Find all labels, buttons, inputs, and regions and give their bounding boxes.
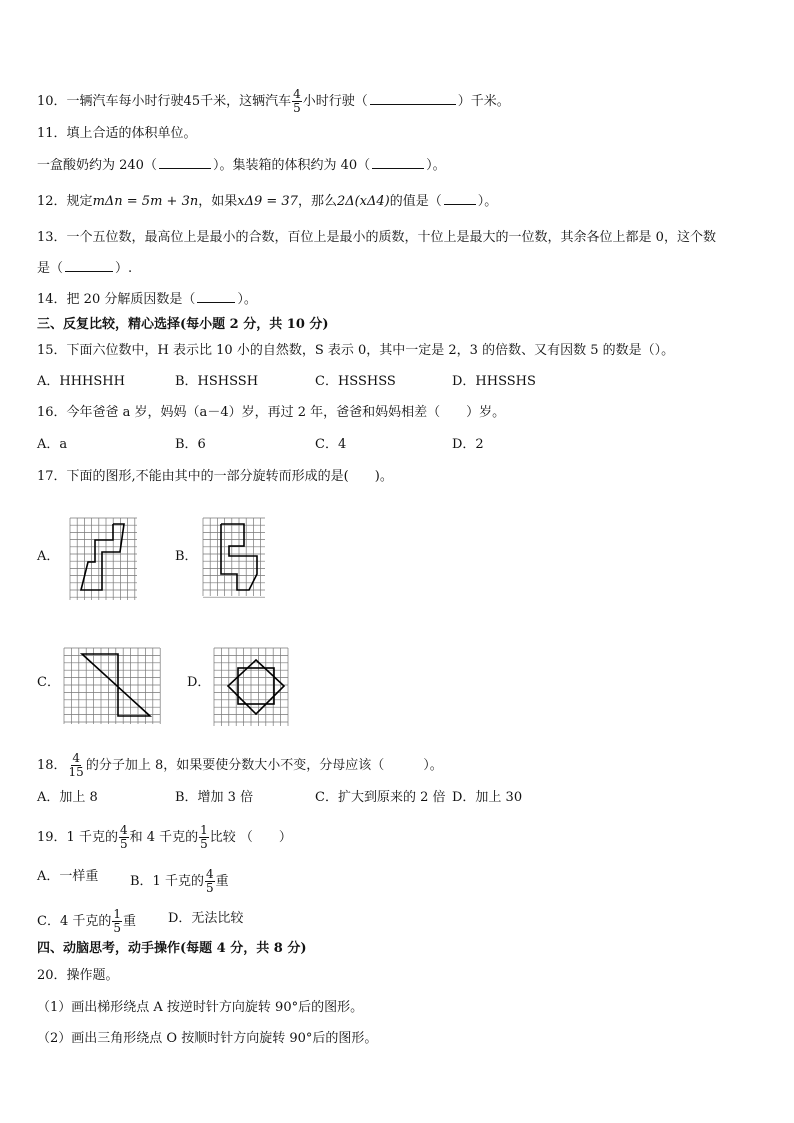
option-d[interactable]: D．无法比较 (168, 911, 244, 926)
question-number: 10． (37, 94, 67, 109)
question-13-line2: 是（ ）. (37, 261, 133, 276)
answer-blank[interactable] (372, 156, 424, 169)
option-c[interactable]: C．4 (315, 437, 347, 452)
question-19: 19．1 千克的 $\frac{4}{5}$ 和 4 千克的 $\frac{1}{5}$ 比较 （ ） (37, 823, 292, 851)
section-heading: 三、反复比较，精心选择(每小题 2 分，共 10 分) (37, 317, 329, 332)
option-b[interactable]: B．1 千克的 $\frac{4}{5}$ 重 (130, 867, 229, 895)
answer-blank[interactable] (65, 259, 113, 272)
question-13: 13．一个五位数，最高位上是最小的合数，百位上是最小的质数，十位上是最大的一位数，其余各位上都是 0，这个数 (37, 230, 716, 245)
question-11-line2: 一盒酸奶约为 240（ ）。集装箱的体积约为 40（ ）。 (37, 158, 446, 173)
option-a[interactable]: A．加上 8 (37, 790, 98, 805)
figure-label-c[interactable]: C． (37, 675, 60, 690)
answer-blank[interactable] (444, 192, 476, 205)
option-d[interactable]: D．HHSSHS (452, 374, 536, 389)
fraction: $\frac{1}{5}$ (113, 907, 121, 935)
formula: 2Δ(xΔ4) (336, 194, 390, 209)
question-16: 16．今年爸爸 a 岁，妈妈（a－4）岁，再过 2 年，爸爸和妈妈相差（ ）岁。 (37, 405, 506, 420)
option-c[interactable]: C．4 千克的 $\frac{1}{5}$ 重 (37, 907, 137, 935)
question-20-sub2: （2）画出三角形绕点 O 按顺时针方向旋转 90°后的图形。 (37, 1031, 378, 1046)
fraction: $\frac{1}{5}$ (200, 823, 208, 851)
option-a[interactable]: A．一样重 (37, 869, 99, 884)
option-b[interactable]: B．6 (175, 437, 206, 452)
option-b[interactable]: B．增加 3 倍 (175, 790, 254, 805)
formula: xΔ9 = 37 (237, 194, 298, 209)
question-10: 10．一辆汽车每小时行驶45千米，这辆汽车 $\frac{4}{5}$ 小时行驶（ ）千米。 (37, 87, 510, 115)
fraction: $\frac{4}{15}$ (68, 751, 84, 779)
figure-label-d[interactable]: D． (187, 675, 211, 690)
section-heading: 四、动脑思考，动手操作(每题 4 分，共 8 分) (37, 941, 307, 956)
question-11: 11．填上合适的体积单位。 (37, 126, 197, 141)
option-a[interactable]: A．a (37, 437, 68, 452)
figure-d[interactable] (210, 644, 292, 730)
option-d[interactable]: D．2 (452, 437, 484, 452)
figure-c[interactable] (60, 644, 164, 728)
fraction: $\frac{4}{5}$ (119, 823, 128, 851)
option-b[interactable]: B．HSHSSH (175, 374, 259, 389)
figure-a[interactable] (66, 514, 141, 604)
option-a[interactable]: A．HHHSHH (37, 374, 125, 389)
answer-blank[interactable] (197, 290, 235, 303)
figure-label-b[interactable]: B． (175, 549, 198, 564)
question-20: 20．操作题。 (37, 968, 119, 983)
question-20-sub1: （1）画出梯形绕点 A 按逆时针方向旋转 90°后的图形。 (37, 1000, 364, 1015)
question-15: 15．下面六位数中，H 表示比 10 小的自然数，S 表示 0，其中一定是 2，3 的倍数、又有因数 5 的数是（）。 (37, 343, 675, 358)
question-14: 14．把 20 分解质因数是（ ）。 (37, 292, 257, 307)
question-18: 18． $\frac{4}{15}$ 的分子加上 8，如果要使分数大小不变，分母应该（ ）。 (37, 751, 443, 779)
option-c[interactable]: C．HSSHSS (315, 374, 396, 389)
formula: mΔn = 5m + 3n (92, 194, 199, 209)
answer-blank[interactable] (159, 156, 211, 169)
option-c[interactable]: C．扩大到原来的 2 倍 (315, 790, 446, 805)
figure-label-a[interactable]: A． (37, 549, 60, 564)
option-d[interactable]: D．加上 30 (452, 790, 523, 805)
question-12: 12．规定mΔn = 5m + 3n，如果xΔ9 = 37，那么2Δ(xΔ4)的值是（ ）。 (37, 194, 498, 209)
question-17: 17．下面的图形,不能由其中的一部分旋转而形成的是( )。 (37, 469, 393, 484)
fraction: $\frac{4}{5}$ (205, 867, 214, 895)
fraction: $\frac{4}{5}$ (293, 87, 301, 115)
shape-outline (81, 524, 124, 590)
answer-blank[interactable] (370, 92, 456, 105)
figure-b[interactable] (199, 514, 269, 600)
